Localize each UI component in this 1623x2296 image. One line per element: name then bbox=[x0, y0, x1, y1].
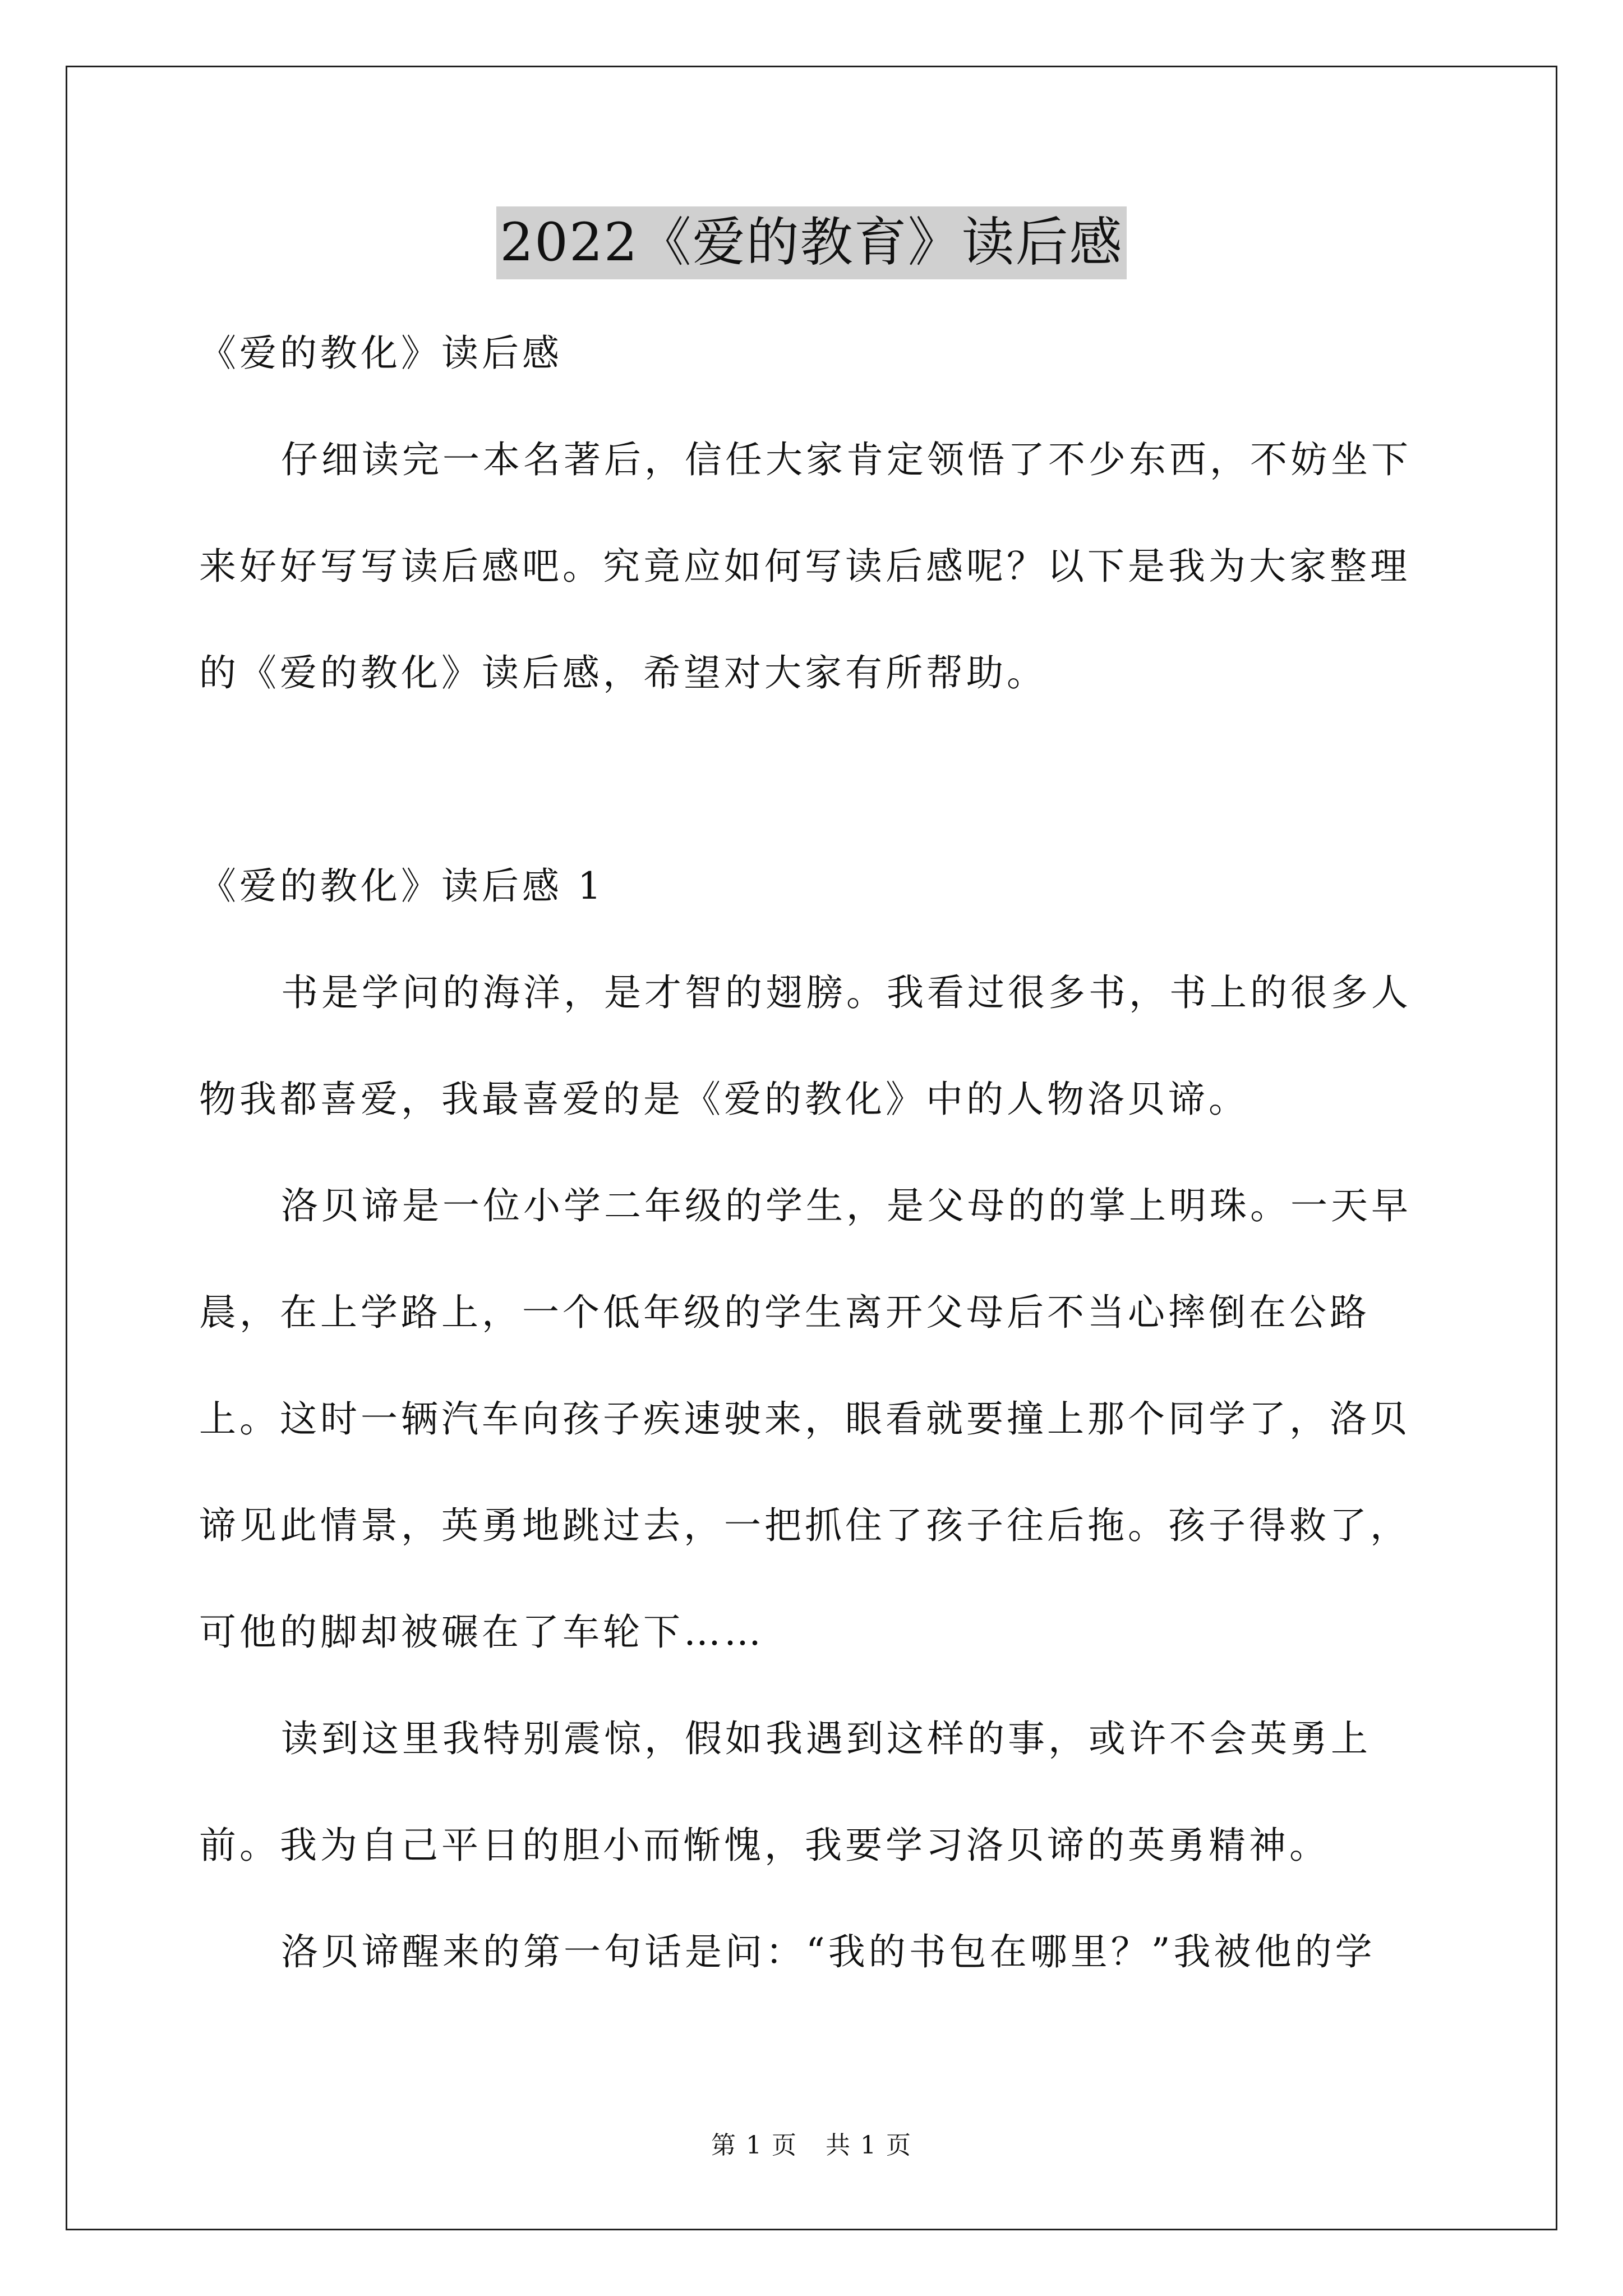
body-paragraph: 洛贝谛是一位小学二年级的学生，是父母的的掌上明珠。一天早晨，在上学路上，一个低年级的学生离开父母后不当心摔倒在公路上。这时一辆汽车向孩子疾速驶来，眼看就要撞上那个同学了，洛贝谛见此情景，英勇地跳过去，一把抓住了孩子往后拖。孩子得救了，可他的脚却被碾在了车轮下…… bbox=[199, 1184, 1412, 1654]
body-paragraph: 洛贝谛醒来的第一句话是问：“我的书包在哪里？”我被他的学 bbox=[281, 1930, 1376, 1973]
page-total: 共 1 页 bbox=[826, 2131, 912, 2160]
intro-paragraph: 仔细读完一本名著后，信任大家肯定领悟了不少东西，不妨坐下来好好写写读后感吧。究竟应如何写读后感呢？以下是我为大家整理的《爱的教化》读后感，希望对大家有所帮助。 bbox=[199, 438, 1412, 694]
document-title: 2022《爱的教育》读后感 bbox=[496, 206, 1126, 279]
title-container bbox=[0, 206, 1623, 279]
body-paragraph: 读到这里我特别震惊，假如我遇到这样的事，或许不会英勇上前。我为自己平日的胆小而惭愧，我要学习洛贝谛的英勇精神。 bbox=[199, 1717, 1371, 1867]
document-body bbox=[199, 300, 1433, 2005]
section-heading: 《爱的教化》读后感 1 bbox=[199, 864, 605, 908]
page-footer bbox=[0, 2129, 1623, 2162]
paragraph-spacer bbox=[199, 726, 1433, 833]
page-number: 第 1 页 bbox=[711, 2131, 797, 2160]
intro-heading: 《爱的教化》读后感 bbox=[199, 332, 562, 375]
body-paragraph: 书是学问的海洋，是才智的翅膀。我看过很多书，书上的很多人物我都喜爱，我最喜爱的是《爱的教化》中的人物洛贝谛。 bbox=[199, 971, 1412, 1121]
